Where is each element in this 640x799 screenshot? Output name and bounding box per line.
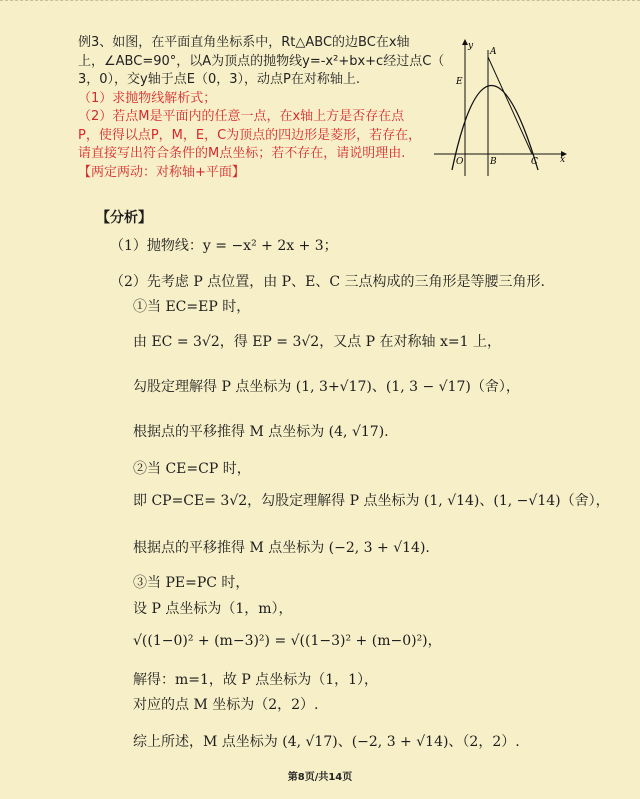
problem-line-red: （2）若点M是平面内的任意一点，在x轴上方是否存在点: [78, 109, 405, 124]
label-x: x: [560, 155, 566, 165]
problem-line: 3，0），交y轴于点E（0，3），动点P在对称轴上.: [78, 72, 360, 87]
solution-line: ①当 EC=EP 时，: [133, 299, 251, 315]
solution-conclusion: 综上所述，M 点坐标为 (4, √17)、(−2, 3 + √14)、（2，2）.: [133, 734, 520, 750]
solution-line: 解得：m=1，故 P 点坐标为（1，1），: [133, 672, 379, 688]
label-B: B: [490, 157, 497, 167]
solution-line: 根据点的平移推得 M 点坐标为 (−2, 3 + √14).: [133, 540, 430, 556]
page-number: [0, 768, 640, 783]
solution-line: 即 CP=CE= 3√2，勾股定理解得 P 点坐标为 (1, √14)、(1, −√14)（舍），: [133, 493, 610, 509]
solution-line: 根据点的平移推得 M 点坐标为 (4, √17).: [133, 424, 389, 440]
solution-line: （1）抛物线：y = −x² + 2x + 3；: [110, 238, 338, 254]
solution-line: ③当 PE=PC 时，: [133, 575, 250, 591]
problem-line: 例3、如图，在平面直角坐标系中，Rt△ABC的边BC在x轴: [78, 35, 410, 50]
solution-line: 设 P 点坐标为（1，m），: [133, 601, 293, 617]
label-A: A: [490, 47, 497, 57]
solution-line: （2）先考虑 P 点位置，由 P、E、C 三点构成的三角形是等腰三角形.: [110, 274, 545, 290]
solution-line: ②当 CE=CP 时，: [133, 461, 251, 477]
solution-line: 由 EC = 3√2，得 EP = 3√2，又点 P 在对称轴 x=1 上，: [133, 334, 501, 350]
solution-equation: √((1−0)² + (m−3)²) = √((1−3)² + (m−0)²)，: [133, 633, 442, 649]
problem-hint: 【两定两动：对称轴+平面】: [78, 164, 245, 180]
page-number-label: 第8页/共14页: [287, 772, 353, 783]
problem-line: （1）求抛物线解析式；: [78, 90, 217, 106]
label-O: O: [456, 157, 464, 167]
solution-line: 对应的点 M 坐标为（2，2）.: [133, 697, 319, 713]
analysis-heading: 【分析】: [96, 210, 152, 226]
label-C: C: [531, 157, 538, 167]
label-E: E: [456, 77, 463, 87]
problem-line-red: 请直接写出符合条件的M点坐标；若不存在，请说明理由.: [78, 146, 406, 161]
label-y: y: [468, 41, 474, 51]
solution-line: 勾股定理解得 P 点坐标为 (1, 3+√17)、(1, 3 − √17)（舍），: [133, 379, 520, 395]
problem-line-red: P，使得以点P，M，E，C为顶点的四边形是菱形，若存在，: [78, 127, 422, 143]
problem-line: 上，∠ABC=90°，以A为顶点的抛物线y=-x²+bx+c经过点C（: [78, 53, 445, 69]
